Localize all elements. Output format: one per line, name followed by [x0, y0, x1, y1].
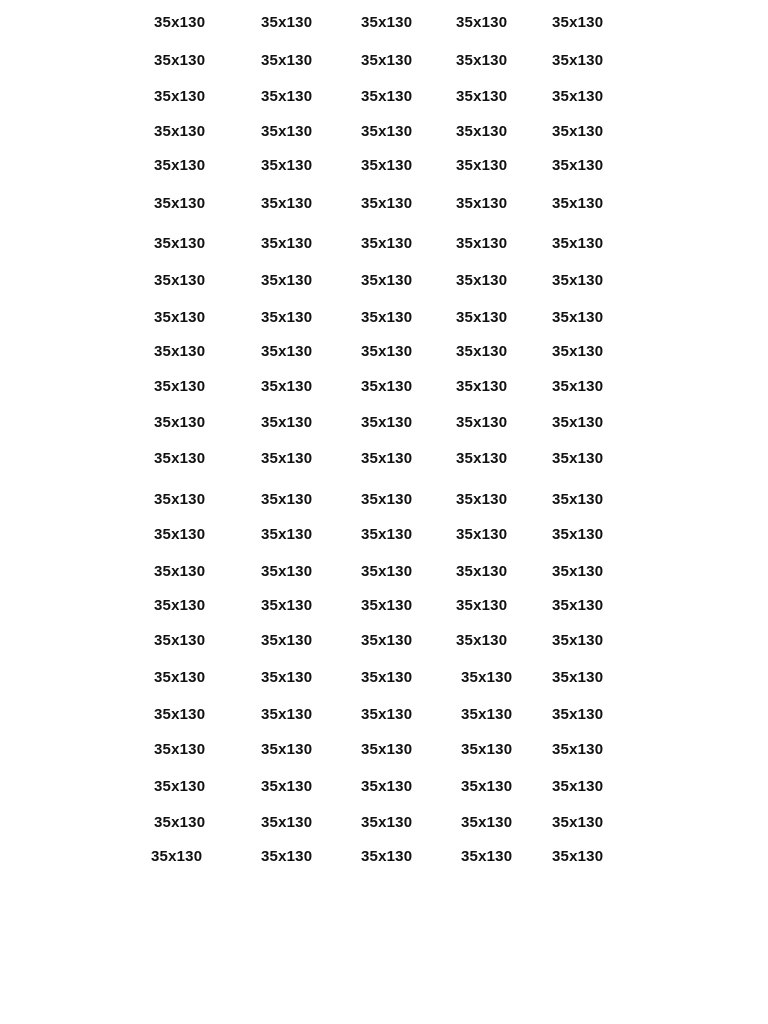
- dimension-label: 35x130: [552, 157, 604, 174]
- dimension-label: 35x130: [261, 157, 313, 174]
- dimension-label: 35x130: [456, 195, 508, 212]
- dimension-label: 35x130: [461, 741, 513, 758]
- dimension-label: 35x130: [552, 706, 604, 723]
- dimension-label: 35x130: [552, 88, 604, 105]
- dimension-label: 35x130: [154, 491, 206, 508]
- dimension-label: 35x130: [552, 450, 604, 467]
- dimension-label: 35x130: [361, 235, 413, 252]
- dimension-label: 35x130: [151, 848, 203, 865]
- dimension-label: 35x130: [261, 88, 313, 105]
- dimension-label: 35x130: [456, 272, 508, 289]
- dimension-label: 35x130: [261, 563, 313, 580]
- dimension-label: 35x130: [261, 414, 313, 431]
- dimension-label: 35x130: [154, 597, 206, 614]
- dimension-label: 35x130: [154, 706, 206, 723]
- dimension-label: 35x130: [361, 309, 413, 326]
- dimension-label: 35x130: [261, 597, 313, 614]
- dimension-label: 35x130: [261, 235, 313, 252]
- dimension-label: 35x130: [552, 597, 604, 614]
- dimension-label: 35x130: [361, 414, 413, 431]
- dimension-label: 35x130: [456, 450, 508, 467]
- dimension-label: 35x130: [361, 343, 413, 360]
- dimension-label: 35x130: [552, 123, 604, 140]
- dimension-label: 35x130: [456, 52, 508, 69]
- dimension-label: 35x130: [456, 563, 508, 580]
- dimension-label: 35x130: [461, 778, 513, 795]
- dimension-label: 35x130: [154, 563, 206, 580]
- dimension-label: 35x130: [456, 123, 508, 140]
- dimension-label: 35x130: [261, 272, 313, 289]
- dimension-label: 35x130: [154, 741, 206, 758]
- dimension-label: 35x130: [552, 741, 604, 758]
- dimension-label: 35x130: [154, 669, 206, 686]
- dimension-label: 35x130: [261, 450, 313, 467]
- dimension-label: 35x130: [361, 88, 413, 105]
- dimension-label: 35x130: [154, 52, 206, 69]
- dimension-label: 35x130: [461, 848, 513, 865]
- dimension-label: 35x130: [261, 123, 313, 140]
- dimension-label: 35x130: [456, 157, 508, 174]
- dimension-label: 35x130: [154, 14, 206, 31]
- dimension-label: 35x130: [456, 235, 508, 252]
- dimension-label: 35x130: [552, 309, 604, 326]
- dimension-label: 35x130: [361, 123, 413, 140]
- dimension-label: 35x130: [456, 88, 508, 105]
- dimension-label: 35x130: [456, 491, 508, 508]
- dimension-label: 35x130: [456, 414, 508, 431]
- dimension-label: 35x130: [261, 309, 313, 326]
- dimension-label: 35x130: [552, 52, 604, 69]
- dimension-label: 35x130: [552, 235, 604, 252]
- dimension-label: 35x130: [456, 632, 508, 649]
- dimension-label: 35x130: [261, 378, 313, 395]
- dimension-label: 35x130: [552, 778, 604, 795]
- dimension-label: 35x130: [552, 195, 604, 212]
- dimension-label: 35x130: [361, 778, 413, 795]
- dimension-label: 35x130: [456, 343, 508, 360]
- dimension-label: 35x130: [552, 343, 604, 360]
- dimension-label: 35x130: [154, 378, 206, 395]
- dimension-label: 35x130: [461, 706, 513, 723]
- dimension-label: 35x130: [361, 157, 413, 174]
- dimension-label: 35x130: [361, 669, 413, 686]
- dimension-label: 35x130: [456, 597, 508, 614]
- dimension-label: 35x130: [361, 491, 413, 508]
- dimension-label: 35x130: [154, 195, 206, 212]
- dimension-label: 35x130: [552, 848, 604, 865]
- dimension-label: 35x130: [552, 632, 604, 649]
- dimension-label: 35x130: [361, 814, 413, 831]
- dimension-label: 35x130: [361, 450, 413, 467]
- dimension-label: 35x130: [154, 450, 206, 467]
- dimension-label: 35x130: [261, 848, 313, 865]
- dimension-label: 35x130: [261, 814, 313, 831]
- dimension-label: 35x130: [552, 14, 604, 31]
- dimension-label: 35x130: [154, 235, 206, 252]
- dimension-label: 35x130: [154, 414, 206, 431]
- dimension-label: 35x130: [361, 563, 413, 580]
- dimension-label: 35x130: [261, 706, 313, 723]
- dimension-label: 35x130: [154, 814, 206, 831]
- dimension-label: 35x130: [456, 526, 508, 543]
- dimension-label: 35x130: [456, 378, 508, 395]
- dimension-label: 35x130: [261, 14, 313, 31]
- dimension-label: 35x130: [261, 778, 313, 795]
- dimension-label: 35x130: [154, 88, 206, 105]
- dimension-label: 35x130: [154, 343, 206, 360]
- dimension-label: 35x130: [261, 632, 313, 649]
- dimension-label: 35x130: [261, 52, 313, 69]
- dimension-label: 35x130: [552, 378, 604, 395]
- dimension-label: 35x130: [552, 272, 604, 289]
- dimension-label: 35x130: [261, 669, 313, 686]
- dimension-label: 35x130: [361, 526, 413, 543]
- dimension-label: 35x130: [456, 309, 508, 326]
- dimension-label: 35x130: [154, 632, 206, 649]
- dimension-label: 35x130: [552, 526, 604, 543]
- dimension-label: 35x130: [261, 741, 313, 758]
- dimension-label: 35x130: [456, 14, 508, 31]
- dimension-label: 35x130: [361, 741, 413, 758]
- dimension-label: 35x130: [461, 669, 513, 686]
- dimension-label: 35x130: [461, 814, 513, 831]
- dimension-label: 35x130: [261, 343, 313, 360]
- dimension-label: 35x130: [361, 706, 413, 723]
- dimension-label: 35x130: [361, 848, 413, 865]
- dimension-label: 35x130: [261, 195, 313, 212]
- dimension-label: 35x130: [261, 491, 313, 508]
- dimension-label: 35x130: [154, 123, 206, 140]
- dimension-label: 35x130: [361, 14, 413, 31]
- dimension-label: 35x130: [154, 526, 206, 543]
- dimension-label: 35x130: [361, 378, 413, 395]
- dimension-label: 35x130: [154, 272, 206, 289]
- dimension-label: 35x130: [552, 563, 604, 580]
- dimension-label: 35x130: [552, 814, 604, 831]
- dimension-label: 35x130: [552, 669, 604, 686]
- dimension-label: 35x130: [361, 195, 413, 212]
- dimension-label: 35x130: [361, 272, 413, 289]
- dimension-label: 35x130: [552, 414, 604, 431]
- dimension-label: 35x130: [361, 632, 413, 649]
- dimension-label: 35x130: [154, 157, 206, 174]
- dimension-label: 35x130: [154, 309, 206, 326]
- dimension-label: 35x130: [361, 597, 413, 614]
- dimension-label: 35x130: [261, 526, 313, 543]
- dimension-label: 35x130: [154, 778, 206, 795]
- dimension-label: 35x130: [552, 491, 604, 508]
- dimension-label: 35x130: [361, 52, 413, 69]
